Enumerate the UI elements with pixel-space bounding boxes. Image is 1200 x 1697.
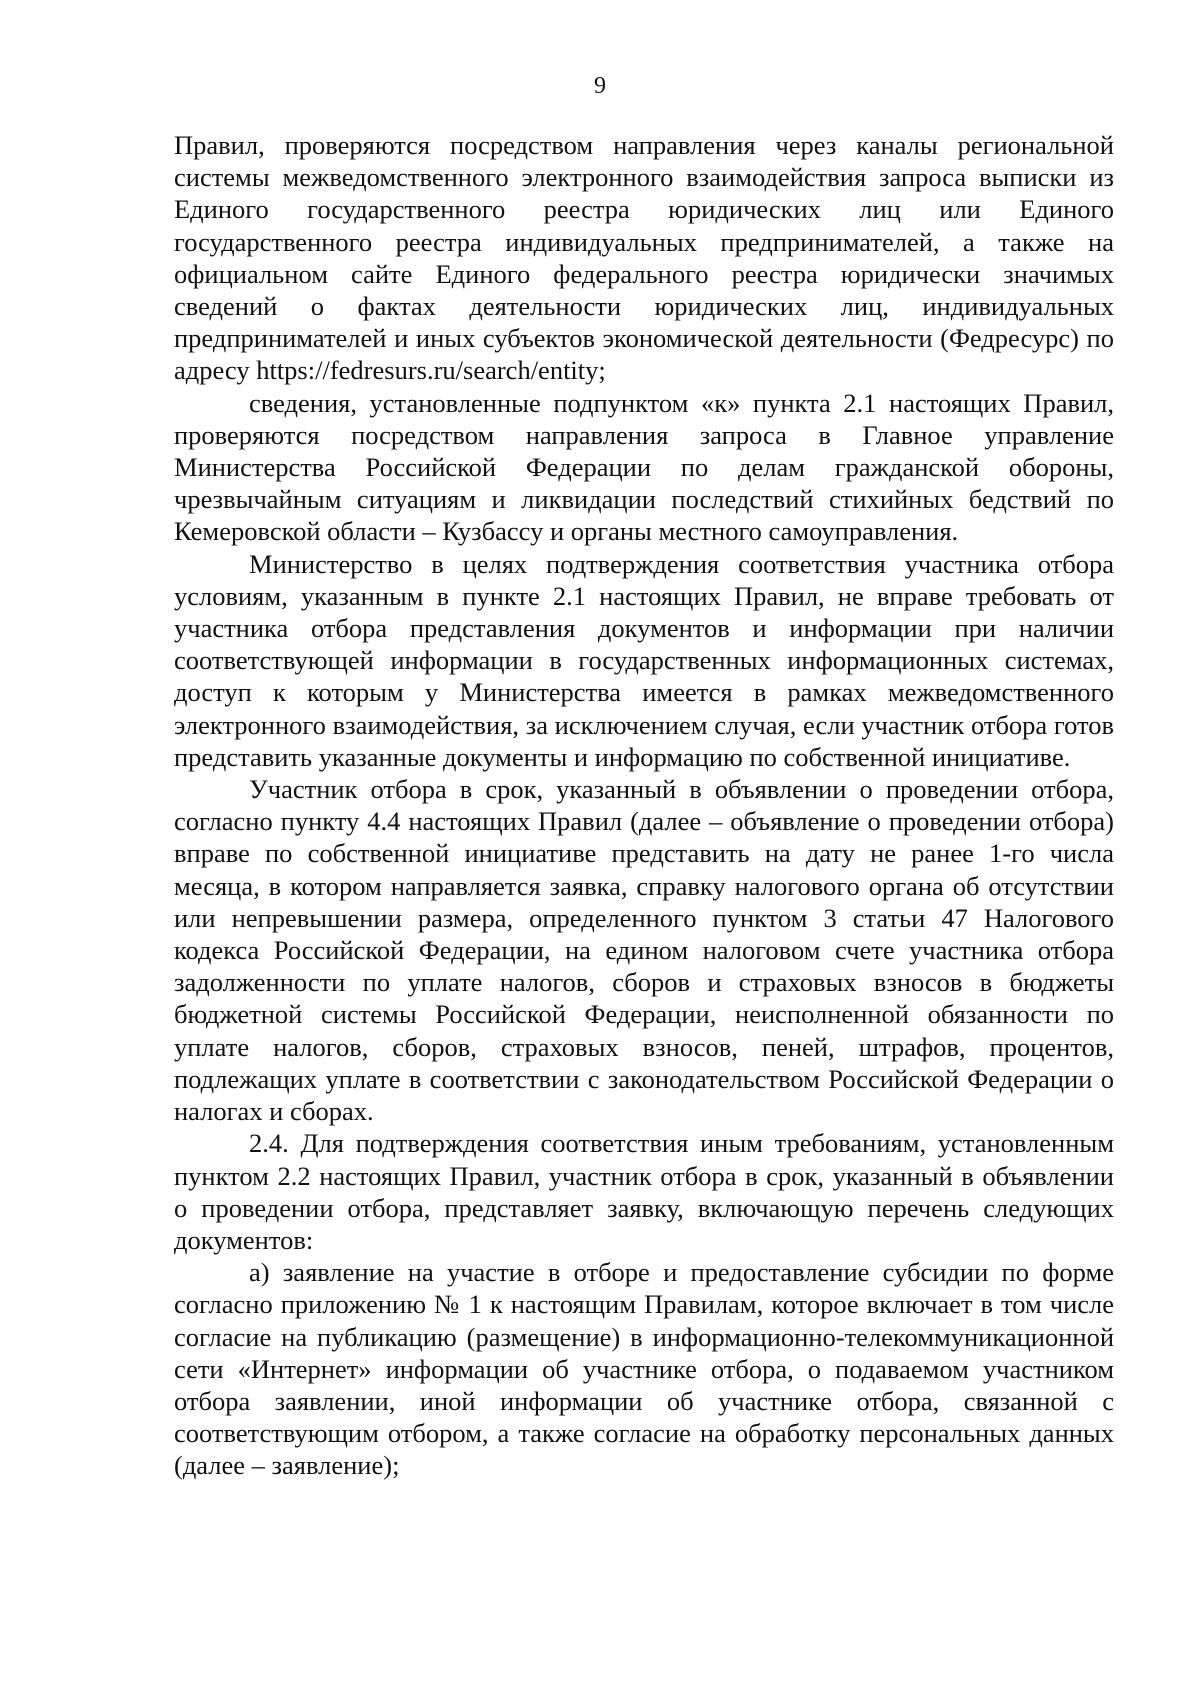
paragraph-ministry-restriction: Министерство в целях подтверждения соответствия участника отбора условиям, указанным в пункте 2.1 настоящих Правил, не вправе требовать от участника отбора представления документов и информации при наличии соответствующей информации в государственных информационных системах, доступ к которым у Министерства имеется в рамках межведомственного электронного взаимодействия, за исключением случая, если участник отбора готов представить указанные документы и информацию по собственной инициативе. (174, 548, 1114, 772)
paragraph-tax-certificate: Участник отбора в срок, указанный в объявлении о проведении отбора, согласно пункту 4.4 настоящих Правил (далее – объявление о проведении отбора) вправе по собственной инициативе представить на дату не ранее 1-го числа месяца, в котором направляется заявка, справку налогового органа об отсутствии или непревышении размера, определенного пунктом 3 статьи 47 Налогового кодекса Российской Федерации, на едином налоговом счете участника отбора задолженности по уплате налогов, сборов и страховых взносов в бюджеты бюджетной системы Российской Федерации, неисполненной обязанности по уплате налогов, сборов, страховых взносов, пеней, штрафов, процентов, подлежащих уплате в соответствии с законодательством Российской Федерации о налогах и сборах. (174, 774, 1114, 1127)
paragraph-continuation: Правил, проверяются посредством направления через каналы региональной системы межведомственного электронного взаимодействия запроса выписки из Единого государственного реестра юридических лиц или Единого государственного реестра индивидуальных предпринимателей, а также на официальном сайте Единого федерального реестра юридически значимых сведений о фактах деятельности юридических лиц, индивидуальных предпринимателей и иных субъектов экономической деятельности (Федресурс) по адресу https://fedresurs.ru/search/entity; (174, 130, 1114, 386)
document-body (174, 129, 1114, 1482)
paragraph-item-a: а) заявление на участие в отборе и предоставление субсидии по форме согласно приложению № 1 к настоящим Правилам, которое включает в том числе согласие на публикацию (размещение) в информационно-телекоммуникационной сети «Интернет» информации об участнике отбора, о подаваемом участником отбора заявлении, иной информации об участнике отбора, связанной с соответствующим отбором, а также согласие на обработку персональных данных (далее – заявление); (174, 1257, 1114, 1481)
paragraph-subpoint-k-check: сведения, установленные подпунктом «к» пункта 2.1 настоящих Правил, проверяются посредством направления запроса в Главное управление Министерства Российской Федерации по делам гражданской обороны, чрезвычайным ситуациям и ликвидации последствий стихийных бедствий по Кемеровской области – Кузбассу и органы местного самоуправления. (174, 387, 1114, 547)
page-number: 9 (594, 73, 606, 99)
paragraph-clause-2-4: 2.4. Для подтверждения соответствия иным требованиям, установленным пунктом 2.2 настоящих Правил, участник отбора в срок, указанный в объявлении о проведении отбора, представляет заявку, включающую перечень следующих документов: (174, 1128, 1114, 1255)
